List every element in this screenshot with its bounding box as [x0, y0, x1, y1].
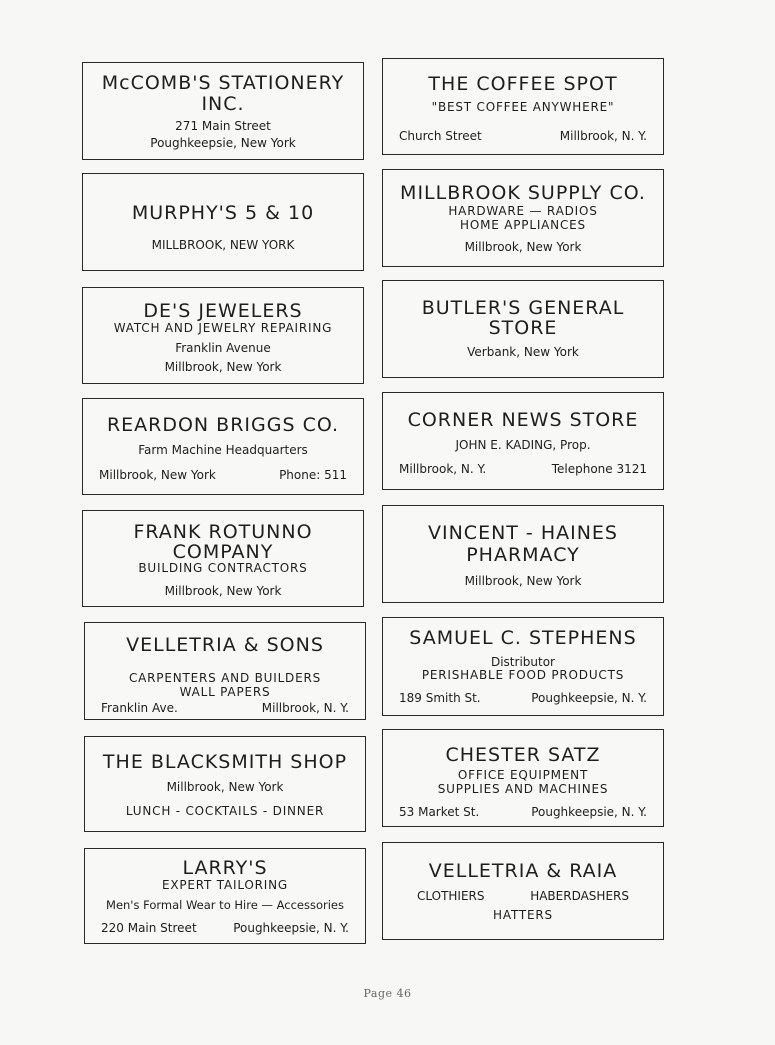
ad-subtitle: OFFICE EQUIPMENT: [457, 768, 589, 782]
ad-city: Millbrook, New York: [99, 468, 216, 482]
ad-description: Men's Formal Wear to Hire — Accessories: [106, 898, 344, 912]
ad-subtitle: EXPERT TAILORING: [161, 878, 289, 892]
ad-title: DE'S JEWELERS: [143, 300, 303, 322]
ad-title: VINCENT - HAINES: [427, 522, 618, 544]
ad-subtitle: Farm Machine Headquarters: [138, 443, 308, 457]
ad-city: Millbrook, N. Y.: [261, 701, 349, 715]
ad-title: THE COFFEE SPOT: [428, 73, 618, 95]
ad-address: Franklin Ave.: [101, 701, 178, 715]
ad-city: Verbank, New York: [467, 345, 579, 359]
ad-mccombs-stationery: [82, 62, 364, 160]
ad-subtitle: Distributor: [490, 655, 555, 669]
ad-vincent-haines-pharmacy: [382, 505, 664, 603]
ad-reardon-briggs: [82, 398, 364, 495]
ad-subtitle: CARPENTERS AND BUILDERS: [128, 671, 322, 685]
ad-phone: Phone: 511: [279, 468, 347, 482]
ad-subtitle: PERISHABLE FOOD PRODUCTS: [421, 668, 625, 682]
ad-address: 220 Main Street: [101, 921, 197, 935]
ad-address: Church Street: [399, 129, 482, 143]
ad-address: 53 Market St.: [399, 805, 480, 819]
ad-city: Poughkeepsie, N. Y.: [233, 921, 349, 935]
ad-subtitle: HOME APPLIANCES: [460, 218, 586, 232]
ad-coffee-spot: [382, 58, 664, 155]
ad-butlers-general-store: [382, 280, 664, 378]
ad-title: THE BLACKSMITH SHOP: [102, 751, 348, 773]
ad-city: Millbrook, N. Y.: [559, 129, 647, 143]
ad-city: Poughkeepsie, N. Y.: [531, 805, 647, 819]
ad-city: Millbrook, New York: [464, 240, 582, 254]
ad-title: CORNER NEWS STORE: [407, 409, 639, 431]
ad-title: REARDON BRIGGS CO.: [106, 414, 340, 436]
ad-title: MILLBROOK SUPPLY CO.: [400, 182, 646, 204]
ad-chester-satz: [382, 729, 664, 827]
ad-subtitle: BUILDING CONTRACTORS: [138, 561, 308, 575]
ad-subtitle: HATTERS: [493, 908, 553, 922]
ad-subtitle: JOHN E. KADING, Prop.: [455, 438, 591, 452]
ad-frank-rotunno: [82, 510, 364, 607]
ad-slogan: "BEST COFFEE ANYWHERE": [431, 100, 615, 114]
ad-address: 271 Main Street: [175, 119, 271, 133]
page-number: Page 46: [363, 987, 412, 1000]
ad-city: Poughkeepsie, N. Y.: [531, 691, 647, 705]
ad-subtitle: LUNCH - COCKTAILS - DINNER: [125, 804, 325, 818]
ad-velletria-raia: [382, 842, 664, 940]
ad-city: MILLBROOK, NEW YORK: [151, 238, 295, 252]
ad-title: STORE: [488, 317, 558, 339]
ad-city: Poughkeepsie, New York: [150, 136, 296, 150]
ad-phone: Telephone 3121: [551, 462, 647, 476]
ad-larrys-tailoring: [84, 848, 366, 944]
ad-address: Franklin Avenue: [175, 341, 271, 355]
ad-subtitle: HARDWARE — RADIOS: [448, 204, 598, 218]
ad-title: PHARMACY: [466, 544, 580, 566]
ad-title: SAMUEL C. STEPHENS: [409, 627, 637, 649]
ad-samuel-stephens: [382, 617, 664, 716]
ad-city: Millbrook, New York: [164, 360, 282, 374]
ad-subtitle: WATCH AND JEWELRY REPAIRING: [113, 321, 333, 335]
ad-title: COMPANY: [172, 541, 274, 563]
ad-subtitle: CLOTHIERS: [417, 889, 485, 903]
ad-des-jewelers: [82, 287, 364, 384]
ad-title: VELLETRIA & RAIA: [428, 860, 618, 882]
ad-murphys: [82, 173, 364, 271]
ad-address: 189 Smith St.: [399, 691, 481, 705]
ad-title: BUTLER'S GENERAL: [421, 297, 625, 319]
ad-title: VELLETRIA & SONS: [126, 634, 324, 656]
ad-city: Millbrook, New York: [166, 780, 284, 794]
ad-title: CHESTER SATZ: [445, 744, 601, 766]
ad-title: FRANK ROTUNNO: [133, 521, 313, 543]
ad-subtitle: SUPPLIES AND MACHINES: [437, 782, 609, 796]
ad-title: INC.: [201, 93, 245, 115]
ad-title: MURPHY'S 5 & 10: [131, 202, 315, 224]
ad-city: Millbrook, New York: [164, 584, 282, 598]
ad-subtitle: HABERDASHERS: [530, 889, 629, 903]
ad-subtitle: WALL PAPERS: [179, 685, 271, 699]
ad-blacksmith-shop: [84, 736, 366, 832]
ad-millbrook-supply: [382, 169, 664, 267]
ad-city: Millbrook, N. Y.: [399, 462, 487, 476]
ad-title: McCOMB'S STATIONERY: [101, 72, 345, 94]
ad-city: Millbrook, New York: [464, 574, 582, 588]
ad-corner-news-store: [382, 392, 664, 490]
ad-title: LARRY'S: [182, 857, 268, 879]
ad-velletria-sons: [84, 622, 366, 720]
